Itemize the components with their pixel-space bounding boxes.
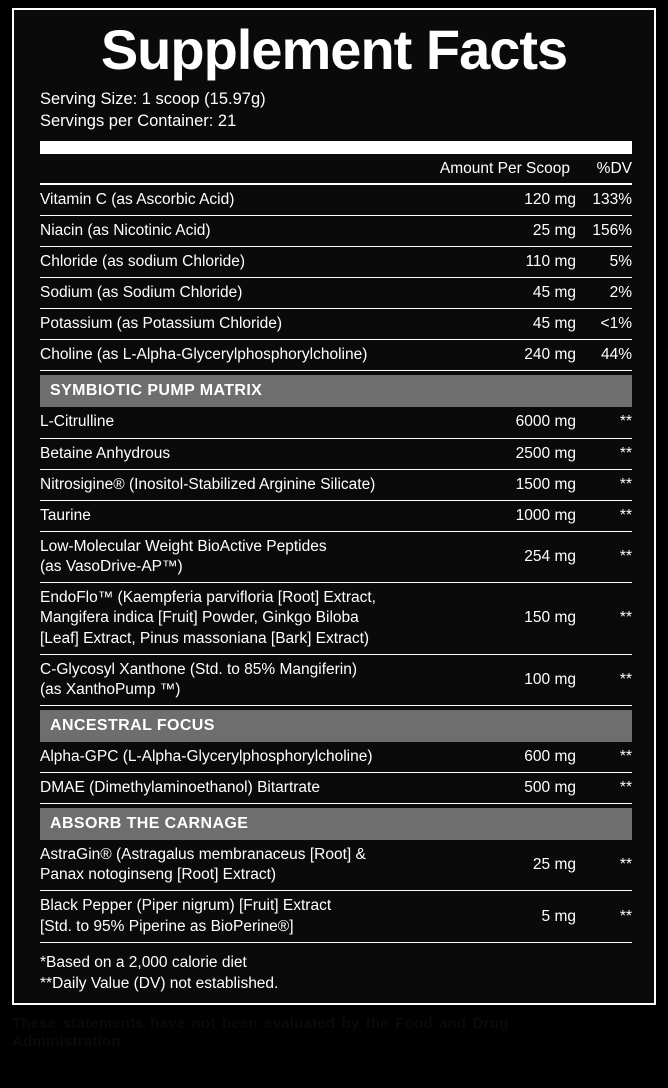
- table-row: [40, 500, 632, 531]
- nutrient-daily-value: 5%: [576, 246, 632, 277]
- section-header-label: ABSORB THE CARNAGE: [40, 808, 632, 840]
- nutrient-amount: 25 mg: [426, 840, 576, 891]
- nutrient-daily-value: **: [576, 500, 632, 531]
- section-header-label: ANCESTRAL FOCUS: [40, 710, 632, 742]
- table-row: [40, 407, 632, 438]
- table-row: [40, 215, 632, 246]
- section-header-label: SYMBIOTIC PUMP MATRIX: [40, 375, 632, 407]
- nutrient-amount: 2500 mg: [426, 438, 576, 469]
- column-headers: [14, 154, 654, 183]
- nutrient-daily-value: **: [576, 840, 632, 891]
- table-row: [40, 469, 632, 500]
- table-row: [40, 438, 632, 469]
- table-row: [40, 246, 632, 277]
- nutrient-daily-value: 156%: [576, 215, 632, 246]
- nutrient-name: Alpha-GPC (L-Alpha-Glycerylphosphorylcholine): [40, 742, 426, 773]
- thick-divider: [40, 141, 632, 154]
- nutrient-amount: 45 mg: [426, 309, 576, 340]
- nutrient-amount: 110 mg: [426, 246, 576, 277]
- fda-disclaimer-line-1: These statements have not been evaluated by the Food and Drug: [12, 1014, 509, 1032]
- section-header-row: [40, 375, 632, 407]
- nutrient-amount: 120 mg: [426, 185, 576, 216]
- nutrient-daily-value: <1%: [576, 309, 632, 340]
- nutrient-daily-value: **: [576, 583, 632, 654]
- table-row: [40, 277, 632, 308]
- nutrient-name: Sodium (as Sodium Chloride): [40, 277, 426, 308]
- column-header-dv: %DV: [596, 159, 632, 177]
- nutrient-name: Black Pepper (Piper nigrum) [Fruit] Extract [Std. to 95% Piperine as BioPerine®]: [40, 891, 426, 942]
- nutrient-daily-value: **: [576, 773, 632, 804]
- nutrient-daily-value: **: [576, 407, 632, 438]
- section-header-row: [40, 710, 632, 742]
- nutrient-amount: 600 mg: [426, 742, 576, 773]
- nutrient-daily-value: 133%: [576, 185, 632, 216]
- nutrient-table: [40, 185, 632, 943]
- fda-disclaimer-line-2: Administration.: [12, 1033, 126, 1051]
- nutrient-amount: 5 mg: [426, 891, 576, 942]
- nutrient-amount: 25 mg: [426, 215, 576, 246]
- supplement-facts-panel: [12, 8, 656, 1005]
- fda-disclaimer: [12, 1015, 656, 1053]
- table-row: [40, 654, 632, 705]
- table-row: [40, 773, 632, 804]
- section-header-row: [40, 808, 632, 840]
- column-header-amount: Amount Per Scoop: [439, 159, 570, 177]
- table-row: [40, 185, 632, 216]
- nutrient-name: Chloride (as sodium Chloride): [40, 246, 426, 277]
- nutrient-daily-value: **: [576, 469, 632, 500]
- table-row: [40, 840, 632, 891]
- nutrient-amount: 150 mg: [426, 583, 576, 654]
- nutrient-daily-value: **: [576, 742, 632, 773]
- nutrient-name: Niacin (as Nicotinic Acid): [40, 215, 426, 246]
- nutrient-amount: 1500 mg: [426, 469, 576, 500]
- nutrient-name: DMAE (Dimethylaminoethanol) Bitartrate: [40, 773, 426, 804]
- serving-info: [14, 84, 654, 139]
- nutrient-daily-value: 44%: [576, 340, 632, 371]
- table-row: [40, 309, 632, 340]
- nutrient-name: Choline (as L-Alpha-Glycerylphosphorylcholine): [40, 340, 426, 371]
- nutrient-amount: 6000 mg: [426, 407, 576, 438]
- nutrient-name: Nitrosigine® (Inositol-Stabilized Arginine Silicate): [40, 469, 426, 500]
- nutrient-amount: 254 mg: [426, 531, 576, 582]
- nutrient-amount: 100 mg: [426, 654, 576, 705]
- footnote-dv: **Daily Value (DV) not established.: [40, 974, 279, 992]
- nutrient-name: L-Citrulline: [40, 407, 426, 438]
- nutrient-amount: 45 mg: [426, 277, 576, 308]
- table-row: [40, 531, 632, 582]
- nutrient-name: EndoFlo™ (Kaempferia parvifloria [Root] Extract, Mangifera indica [Fruit] Powder, Ginkgo Biloba [Leaf] Extract, Pinus massoniana [Bark] Extract): [40, 583, 426, 654]
- nutrient-daily-value: **: [576, 654, 632, 705]
- nutrient-amount: 240 mg: [426, 340, 576, 371]
- servings-per-container: Servings per Container: 21: [40, 112, 237, 131]
- nutrient-daily-value: **: [576, 891, 632, 942]
- nutrient-name: AstraGin® (Astragalus membranaceus [Root] & Panax notoginseng [Root] Extract): [40, 840, 426, 891]
- nutrient-daily-value: 2%: [576, 277, 632, 308]
- footnote-calorie: *Based on a 2,000 calorie diet: [40, 953, 247, 971]
- nutrient-name: Betaine Anhydrous: [40, 438, 426, 469]
- table-row: [40, 340, 632, 371]
- nutrient-daily-value: **: [576, 531, 632, 582]
- table-row: [40, 742, 632, 773]
- nutrient-name: Taurine: [40, 500, 426, 531]
- table-row: [40, 891, 632, 942]
- nutrient-amount: 500 mg: [426, 773, 576, 804]
- nutrient-name: C-Glycosyl Xanthone (Std. to 85% Mangiferin) (as XanthoPump ™): [40, 654, 426, 705]
- nutrient-name: Low-Molecular Weight BioActive Peptides (as VasoDrive-AP™): [40, 531, 426, 582]
- serving-size: Serving Size: 1 scoop (15.97g): [40, 90, 266, 108]
- nutrient-name: Vitamin C (as Ascorbic Acid): [40, 185, 426, 216]
- footnotes: [14, 943, 654, 997]
- table-row: [40, 583, 632, 654]
- nutrient-daily-value: **: [576, 438, 632, 469]
- nutrient-name: Potassium (as Potassium Chloride): [40, 309, 426, 340]
- nutrient-amount: 1000 mg: [426, 500, 576, 531]
- page-title: Supplement Facts: [100, 18, 568, 81]
